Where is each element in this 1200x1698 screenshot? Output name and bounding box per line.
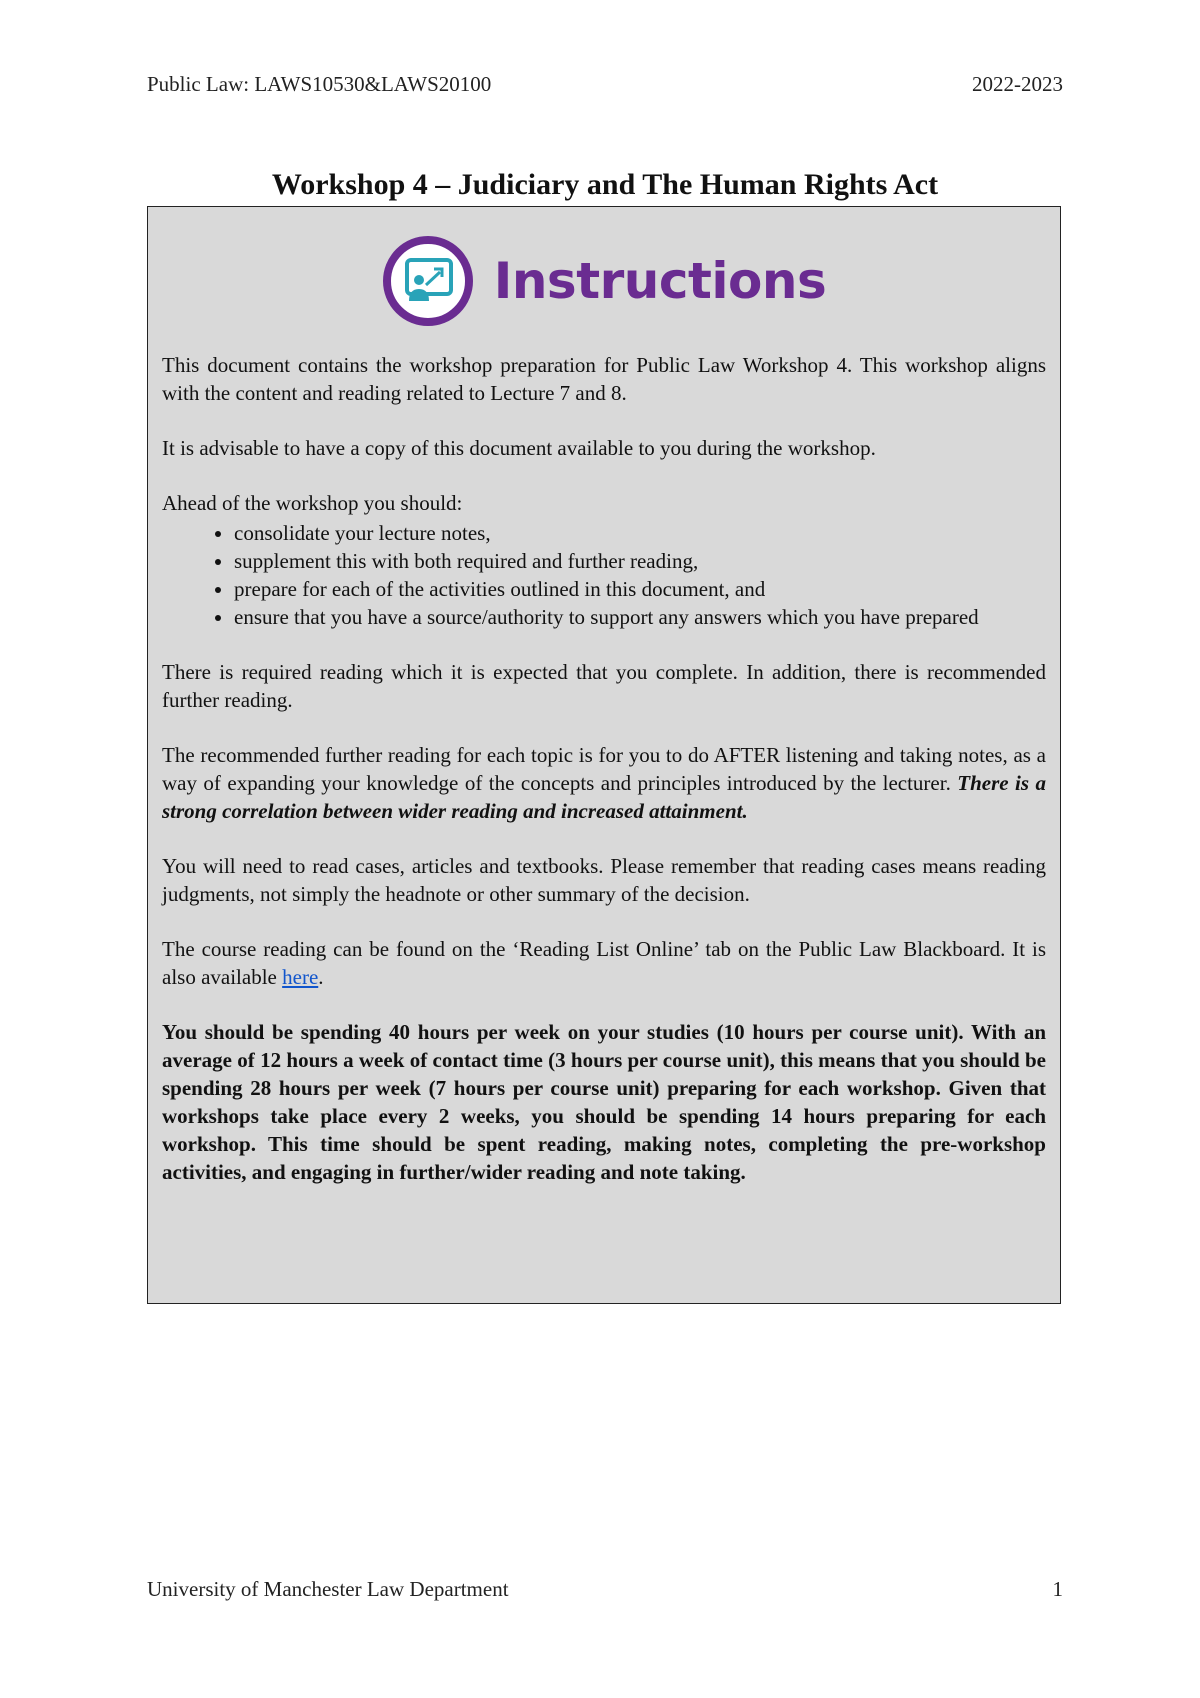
page-number: 1 bbox=[1052, 1577, 1063, 1601]
page-footer bbox=[147, 1577, 1063, 1602]
instructions-content bbox=[162, 351, 1046, 1186]
advice-paragraph: It is advisable to have a copy of this document available to you during the workshop. bbox=[162, 436, 876, 460]
header-course-code: Public Law: LAWS10530&LAWS20100 bbox=[147, 72, 492, 96]
attainment-emphasis: There is a strong correlation between wider reading and increased attainment. bbox=[162, 771, 1047, 823]
page-title: Workshop 4 – Judiciary and The Human Rights Act bbox=[271, 168, 939, 201]
reading-list-link[interactable]: here bbox=[282, 965, 319, 989]
instructions-heading: Instructions bbox=[493, 252, 827, 310]
preparation-list bbox=[162, 519, 1046, 631]
header-academic-year: 2022-2023 bbox=[972, 72, 1063, 96]
reading-list-text: The course reading can be found on the ‘Reading List Online’ tab on the Public Law Blackboard. It is also available bbox=[162, 937, 1046, 989]
intro-paragraph: This document contains the workshop preparation for Public Law Workshop 4. This workshop aligns with the content and reading related to Lecture 7 and 8. bbox=[162, 353, 1046, 405]
list-item: • ensure that you have a source/authority to support any answers which you have prepared bbox=[234, 603, 1046, 631]
required-reading-paragraph: There is required reading which it is expected that you complete. In addition, there is recommended further reading. bbox=[162, 660, 1046, 712]
study-hours-paragraph: You should be spending 40 hours per week on your studies (10 hours per course unit). With an average of 12 hours a week of contact time (3 hours per course unit), this means that you should be spending 28 hours per week (7 hours per course unit) preparing for each workshop. Given that workshops take place every 2 weeks, you should be spending 14 hours preparing for each workshop. This time should be spent reading, making notes, completing the pre-workshop activities, and engaging in further/wider reading and note taking. bbox=[162, 1020, 1046, 1184]
page-header bbox=[147, 72, 1063, 97]
list-item: • prepare for each of the activities outlined in this document, and bbox=[234, 575, 1046, 603]
footer-department: University of Manchester Law Department bbox=[147, 1577, 509, 1601]
instructions-box bbox=[147, 206, 1061, 1304]
list-item: • consolidate your lecture notes, bbox=[234, 519, 1046, 547]
preparation-intro: Ahead of the workshop you should: bbox=[162, 491, 463, 515]
further-reading-text: The recommended further reading for each topic is for you to do AFTER listening and taking notes, as a way of expanding your knowledge of the concepts and principles introduced by the lecturer. bbox=[162, 743, 1046, 795]
cases-paragraph: You will need to read cases, articles and textbooks. Please remember that reading cases means reading judgments, not simply the headnote or other summary of the decision. bbox=[162, 854, 1046, 906]
further-reading-paragraph bbox=[162, 741, 1046, 825]
presenter-board-icon bbox=[382, 235, 474, 327]
list-item: • supplement this with both required and further reading, bbox=[234, 547, 1046, 575]
reading-list-end: . bbox=[318, 965, 324, 989]
reading-list-paragraph bbox=[162, 935, 1046, 991]
instructions-banner bbox=[162, 235, 1046, 327]
